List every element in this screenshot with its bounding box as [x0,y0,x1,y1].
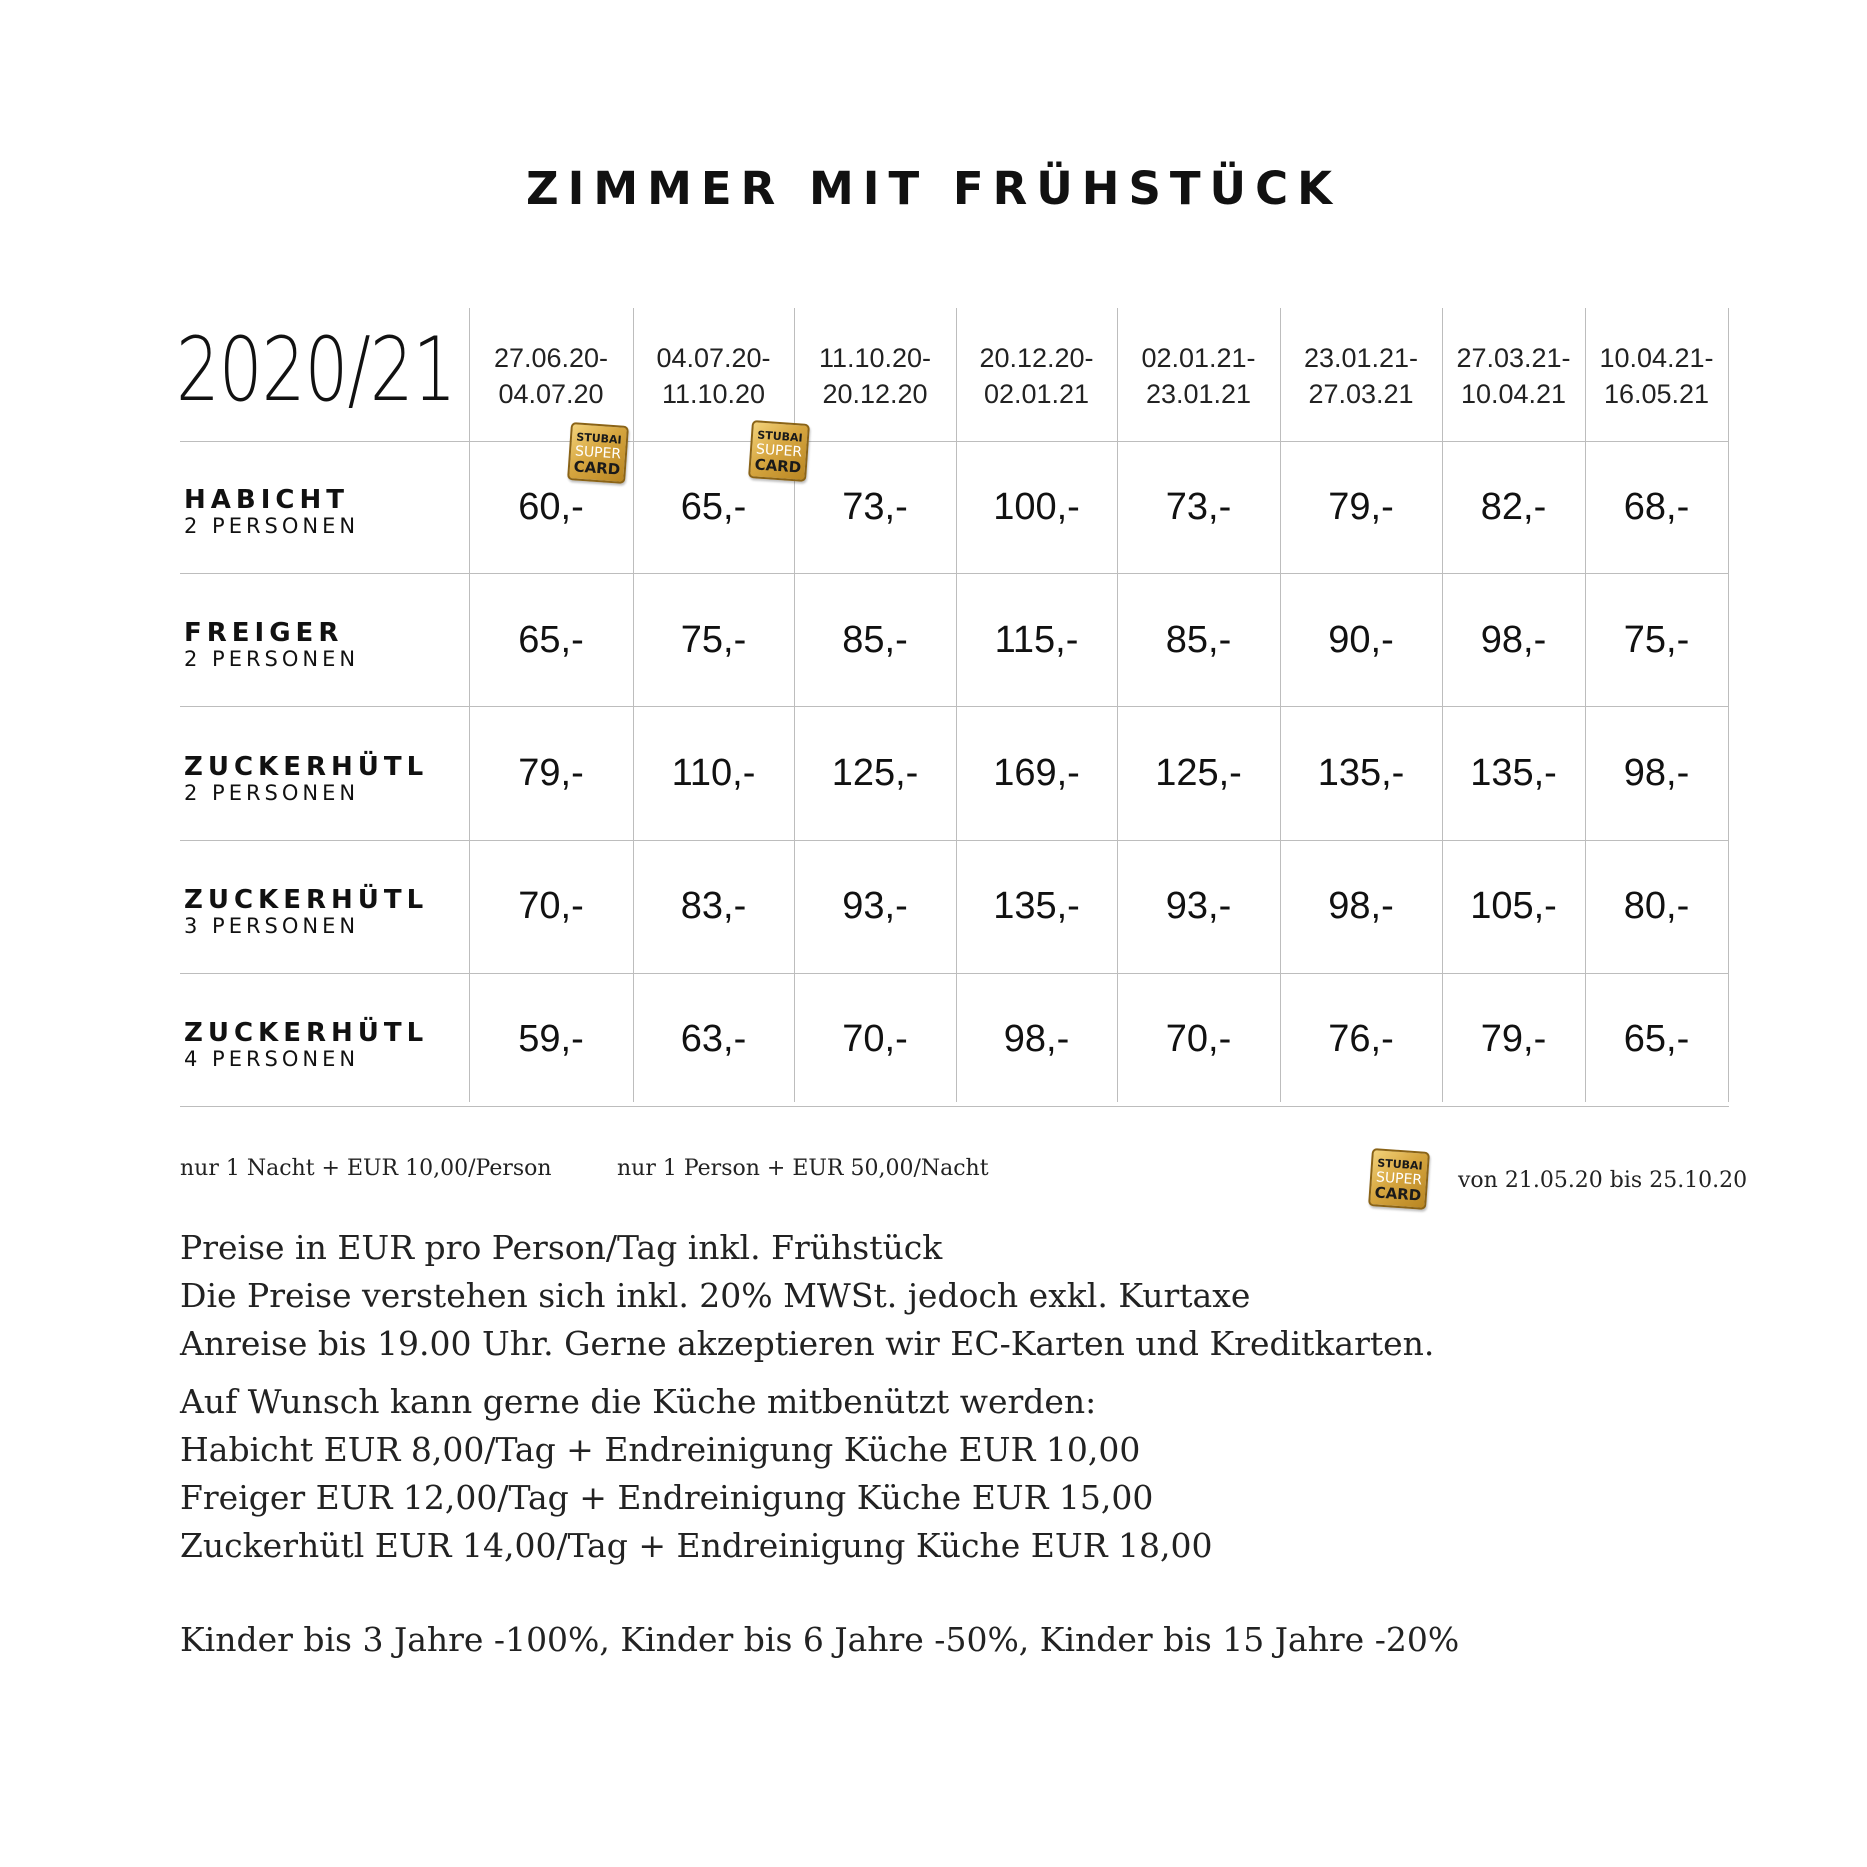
grid-line [1585,308,1586,1102]
grid-line [180,573,1729,574]
period-to: 02.01.21 [983,379,1090,409]
price-info [180,1224,1434,1368]
price-cell: 75,- [1623,619,1690,661]
kitchen-line: Habicht EUR 8,00/Tag + Endreinigung Küche EUR 10,00 [180,1430,1141,1469]
kitchen-info [180,1378,1213,1570]
price-cell: 82,- [1480,486,1547,528]
info-line: Die Preise verstehen sich inkl. 20% MWSt. jedoch exkl. Kurtaxe [180,1276,1251,1315]
room-name: ZUCKERHÜTL [184,752,429,782]
period-header [633,340,794,420]
stubai-supercard-logo: STUBAI SUPER CARD [1368,1148,1430,1210]
price-cell: 110,- [671,752,756,794]
price-cell: 70,- [1165,1018,1232,1060]
price-cell: 100,- [993,486,1080,528]
grid-line [180,706,1729,707]
grid-line [1117,308,1118,1102]
room-persons: 4 PERSONEN [184,1047,360,1071]
price-cell: 125,- [1155,752,1242,794]
price-cell: 70,- [518,885,584,927]
kitchen-line: Auf Wunsch kann gerne die Küche mitbenützt werden: [180,1382,1097,1421]
room-persons: 3 PERSONEN [184,914,360,938]
period-to: 16.05.21 [1603,379,1710,409]
period-from: 27.06.20- [493,343,609,373]
price-cell: 85,- [842,619,908,661]
period-header [469,340,633,420]
period-from: 10.04.21- [1599,343,1714,373]
room-name: ZUCKERHÜTL [184,1018,429,1048]
room-persons: 2 PERSONEN [184,781,360,805]
period-to: 23.01.21 [1145,379,1252,409]
period-to: 11.10.20 [661,379,766,409]
price-cell: 98,- [1003,1018,1070,1060]
price-cell: 79,- [1328,486,1394,528]
price-cell: 80,- [1623,885,1690,927]
grid-line [180,1106,1729,1107]
period-to: 10.04.21 [1460,379,1567,409]
room-persons: 2 PERSONEN [184,647,360,671]
period-to: 04.07.20 [498,379,604,409]
price-cell: 93,- [842,885,908,927]
price-cell: 98,- [1623,752,1690,794]
price-cell: 59,- [518,1018,584,1060]
price-cell: 135,- [993,885,1080,927]
period-from: 02.01.21- [1141,343,1256,373]
kitchen-line: Freiger EUR 12,00/Tag + Endreinigung Küche EUR 15,00 [180,1478,1154,1517]
price-cell: 135,- [1470,752,1557,794]
price-cell: 125,- [831,752,919,794]
period-to: 20.12.20 [822,379,928,409]
grid-line [1728,308,1729,1102]
stubai-supercard-logo: STUBAI SUPER CARD [567,422,629,484]
price-cell: 93,- [1165,885,1232,927]
grid-line [180,840,1729,841]
price-cell: 169,- [993,752,1080,794]
period-from: 20.12.20- [979,343,1094,373]
period-from: 23.01.21- [1303,343,1419,373]
grid-line [956,308,957,1102]
grid-line [469,308,470,1102]
price-cell: 65,- [680,486,747,528]
supercard-period-note: von 21.05.20 bis 25.10.20 [1458,1168,1748,1193]
grid-line [180,441,1729,442]
period-from: 11.10.20- [818,343,932,373]
price-cell: 60,- [518,486,584,528]
price-cell: 115,- [994,619,1079,661]
price-cell: 79,- [518,752,584,794]
room-name: HABICHT [184,485,349,515]
one-person-note: nur 1 Person + EUR 50,00/Nacht [617,1156,989,1181]
info-line: Preise in EUR pro Person/Tag inkl. Frühstück [180,1228,943,1267]
info-line: Anreise bis 19.00 Uhr. Gerne akzeptieren wir EC-Karten und Kreditkarten. [180,1324,1435,1363]
period-header [956,340,1117,420]
price-cell: 85,- [1165,619,1232,661]
price-cell: 98,- [1480,619,1547,661]
price-cell: 79,- [1480,1018,1547,1060]
price-cell: 70,- [842,1018,908,1060]
price-cell: 73,- [842,486,908,528]
period-header [1585,340,1728,420]
grid-line [633,308,634,1102]
price-cell: 75,- [680,619,747,661]
page-title: ZIMMER MIT FRÜHSTÜCK [525,162,1341,215]
kitchen-line: Zuckerhütl EUR 14,00/Tag + Endreinigung Küche EUR 18,00 [180,1526,1213,1565]
price-cell: 105,- [1470,885,1557,927]
period-header [794,340,956,420]
grid-line [1442,308,1443,1102]
period-header [1117,340,1280,420]
stubai-supercard-logo: STUBAI SUPER CARD [748,420,810,482]
season-year: 2020/21 [176,318,456,421]
period-header [1442,340,1585,420]
room-persons: 2 PERSONEN [184,514,360,538]
period-from: 27.03.21- [1456,343,1571,373]
price-cell: 65,- [518,619,584,661]
one-night-note: nur 1 Nacht + EUR 10,00/Person [180,1156,552,1181]
grid-line [180,973,1729,974]
price-cell: 65,- [1623,1018,1690,1060]
price-cell: 73,- [1165,486,1232,528]
price-cell: 63,- [680,1018,747,1060]
period-from: 04.07.20- [656,343,771,373]
grid-line [1280,308,1281,1102]
children-discount: Kinder bis 3 Jahre -100%, Kinder bis 6 Jahre -50%, Kinder bis 15 Jahre -20% [180,1620,1460,1659]
price-cell: 90,- [1328,619,1394,661]
room-name: FREIGER [184,618,344,648]
price-cell: 98,- [1328,885,1394,927]
price-cell: 135,- [1317,752,1405,794]
price-cell: 68,- [1623,486,1690,528]
period-header [1280,340,1442,420]
price-cell: 76,- [1328,1018,1394,1060]
period-to: 27.03.21 [1308,379,1414,409]
room-name: ZUCKERHÜTL [184,885,429,915]
price-cell: 83,- [680,885,747,927]
